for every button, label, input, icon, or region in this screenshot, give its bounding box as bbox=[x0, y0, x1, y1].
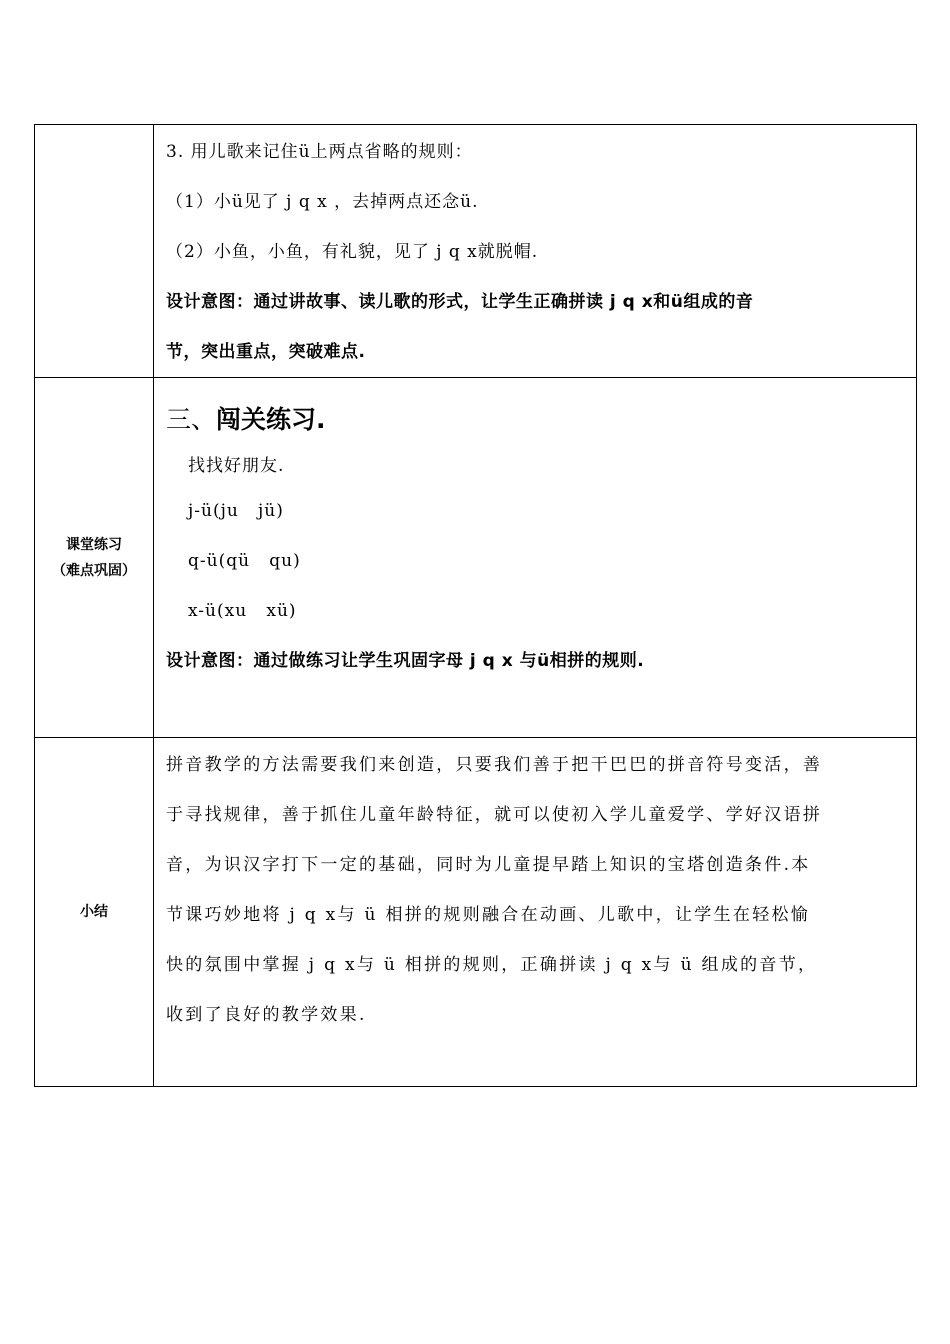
heading-text: 闯关练习. bbox=[216, 405, 326, 434]
content-cell bbox=[154, 738, 917, 1087]
summary-line: 收到了良好的教学效果. bbox=[166, 1005, 367, 1025]
section-heading bbox=[166, 400, 906, 440]
design-intent-line-2: 节，突出重点，突破难点. bbox=[166, 342, 366, 362]
summary-line: 拼音教学的方法需要我们来创造，只要我们善于把干巴巴的拼音符号变活，善 bbox=[166, 755, 823, 775]
rhyme-line-1: （1）小ü见了 j q x ，去掉两点还念ü. bbox=[166, 192, 479, 212]
practice-label: 课堂练习 bbox=[66, 536, 122, 553]
summary-line: 节课巧妙地将 j q x与 ü 相拼的规则融合在动画、儿歌中，让学生在轻松愉 bbox=[166, 905, 811, 925]
row-label-empty bbox=[35, 125, 154, 378]
table-row bbox=[35, 125, 917, 378]
design-intent-line-1: 设计意图：通过讲故事、读儿歌的形式，让学生正确拼读 j q x和ü组成的音 bbox=[166, 292, 754, 312]
exercise-subtitle: 找找好朋友. bbox=[188, 456, 285, 476]
table-row bbox=[35, 378, 917, 738]
summary-line: 于寻找规律，善于抓住儿童年龄特征，就可以使初入学儿童爱学、学好汉语拼 bbox=[166, 805, 823, 825]
content-cell bbox=[154, 125, 917, 378]
table-row bbox=[35, 738, 917, 1087]
exercise-item: x-ü(xu xü) bbox=[188, 601, 297, 621]
lesson-plan-table bbox=[34, 124, 917, 1087]
heading-number: 三、 bbox=[166, 405, 217, 434]
exercise-item: j-ü(ju jü) bbox=[188, 501, 284, 521]
content-cell bbox=[154, 378, 917, 738]
row-label-practice bbox=[35, 378, 154, 738]
design-intent: 设计意图：通过做练习让学生巩固字母 j q x 与ü相拼的规则. bbox=[166, 651, 645, 671]
exercise-item: q-ü(qü qu) bbox=[188, 551, 301, 571]
rhyme-line-2: （2）小鱼，小鱼，有礼貌，见了 j q x就脱帽. bbox=[166, 242, 539, 262]
summary-line: 快的氛围中掌握 j q x与 ü 相拼的规则，正确拼读 j q x与 ü 组成的音节， bbox=[166, 955, 818, 975]
practice-sublabel: （难点巩固） bbox=[52, 562, 136, 579]
row-label-summary: 小结 bbox=[35, 738, 154, 1087]
summary-line: 音，为识汉字打下一定的基础，同时为儿童提早踏上知识的宝塔创造条件.本 bbox=[166, 855, 811, 875]
rule-title: 3. 用儿歌来记住ü上两点省略的规则： bbox=[166, 142, 473, 162]
